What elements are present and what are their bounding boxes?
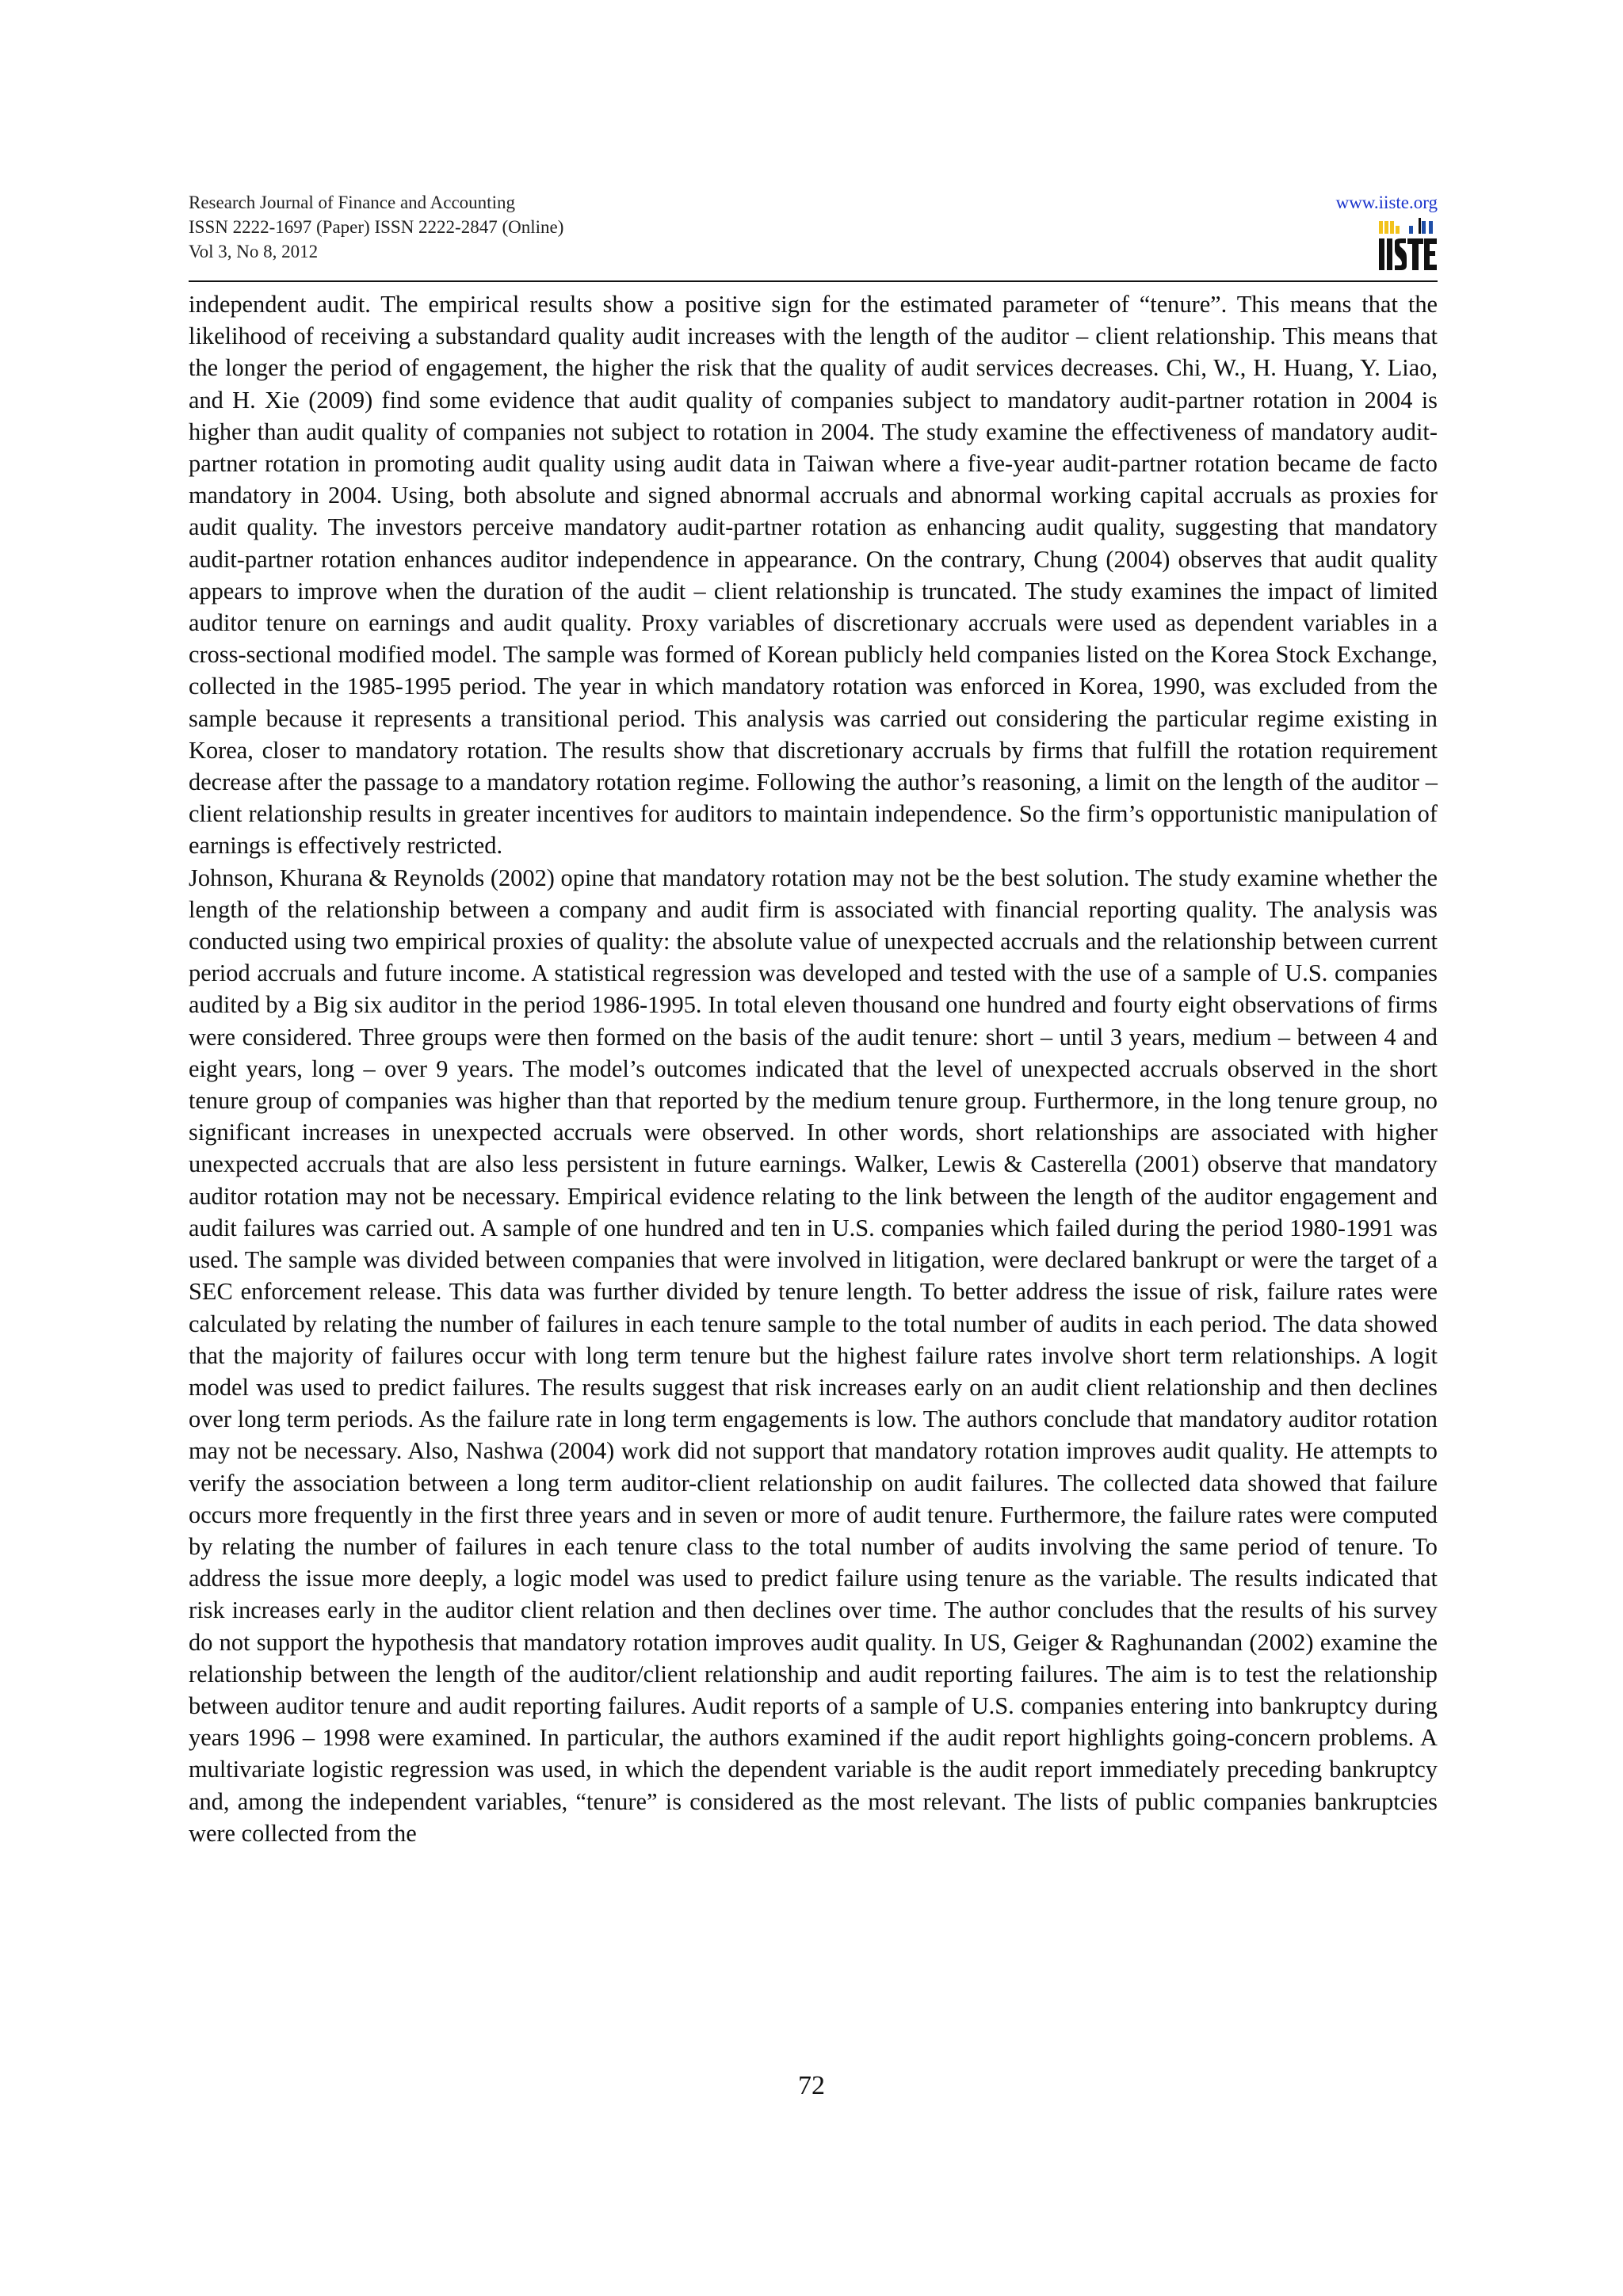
journal-title: Research Journal of Finance and Accounting xyxy=(189,193,515,212)
journal-issn: ISSN 2222-1697 (Paper) ISSN 2222-2847 (Online) xyxy=(189,217,564,237)
body-paragraph: Johnson, Khurana & Reynolds (2002) opine that mandatory rotation may not be the best solution. The study examine whether the length of the relationship between a company and audit firm is associated with financial reporting quality. The analysis was conducted using two empirical proxies of quality: the absolute value of unexpected accruals and the relationship between current period accruals and future income. A statistical regression was developed and tested with the use of a sample of U.S. companies audited by a Big six auditor in the period 1986-1995. In total eleven thousand one hundred and fourty eight observations of firms were considered. Three groups were then formed on the basis of the audit tenure: short – until 3 years, medium – between 4 and eight years, long – over 9 years. The model’s outcomes indicated that the level of unexpected accruals observed in the short tenure group of companies was higher than that reported by the medium tenure group. Furthermore, in the long tenure group, no significant increases in unexpected accruals were observed. In other words, short relationships are associated with higher unexpected accruals that are also less persistent in future earnings. Walker, Lewis & Casterella (2001) observe that mandatory auditor rotation may not be necessary. Empirical evidence relating to the link between the length of the auditor engagement and audit failures was carried out. A sample of one hundred and ten in U.S. companies which failed during the period 1980-1991 was used. The sample was divided between companies that were involved in litigation, were declared bankrupt or were the target of a SEC enforcement release. This data was further divided by tenure length. To better address the issue of risk, failure rates were calculated by relating the number of failures in each tenure sample to the total number of audits in each period. The data showed that the majority of failures occur with long term tenure but the highest failure rates involve short term relationships. A logit model was used to predict failures. The results suggest that risk increases early on an audit client relationship and then declines over long term periods. As the failure rate in long term engagements is low. The authors conclude that mandatory auditor rotation may not be necessary. Also, Nashwa (2004) work did not support that mandatory rotation improves audit quality. He attempts to verify the association between a long term auditor-client relationship on audit failures. The collected data showed that failure occurs more frequently in the first three years and in seven or more of audit tenure. Furthermore, the failure rates were computed by relating the number of failures in each tenure class to the total number of audits involving the same period of tenure. To address the issue more deeply, a logic model was used to predict failure using tenure as the variable. The results indicated that risk increases early in the auditor client relation and then declines over time. The author concludes that the results of his survey do not support the hypothesis that mandatory rotation improves audit quality. In US, Geiger & Raghunandan (2002) examine the relationship between the length of the auditor/client relationship and audit reporting failures. The aim is to test the relationship between auditor tenure and audit reporting failures. Audit reports of a sample of U.S. companies entering into bankruptcy during years 1996 – 1998 were examined. In particular, the authors examined if the audit report highlights going-concern problems. A multivariate logistic regression was used, in which the dependent variable is the audit report immediately preceding bankruptcy and, among the independent variables, “tenure” is considered as the most relevant. The lists of public companies bankruptcies were collected from the xyxy=(189,864,1438,1847)
website-link[interactable]: www.iiste.org xyxy=(1335,193,1438,212)
article-body xyxy=(189,288,1438,1849)
page-header xyxy=(189,190,1438,277)
iiste-logo-icon xyxy=(1377,218,1438,273)
publisher-block xyxy=(1336,190,1438,277)
page-number: 72 xyxy=(798,2071,825,2100)
header-divider xyxy=(189,280,1438,282)
journal-info xyxy=(189,190,563,264)
journal-volume: Vol 3, No 8, 2012 xyxy=(189,242,319,261)
body-paragraph: independent audit. The empirical results show a positive sign for the estimated parameter of “tenure”. This means that the likelihood of receiving a substandard quality audit increases with the length of the auditor – client relationship. This means that the longer the period of engagement, the higher the risk that the quality of audit services decreases. Chi, W., H. Huang, Y. Liao, and H. Xie (2009) find some evidence that audit quality of companies subject to mandatory audit-partner rotation in 2004 is higher than audit quality of companies not subject to rotation in 2004. The study examine the effectiveness of mandatory audit-partner rotation in promoting audit quality using audit data in Taiwan where a five-year audit-partner rotation became de facto mandatory in 2004. Using, both absolute and signed abnormal accruals and abnormal working capital accruals as proxies for audit quality. The investors perceive mandatory audit-partner rotation as enhancing audit quality, suggesting that mandatory audit-partner rotation enhances auditor independence in appearance. On the contrary, Chung (2004) observes that audit quality appears to improve when the duration of the audit – client relationship is truncated. The study examines the impact of limited auditor tenure on earnings and audit quality. Proxy variables of discretionary accruals were used as dependent variables in a cross-sectional modified model. The sample was formed of Korean publicly held companies listed on the Korea Stock Exchange, collected in the 1985-1995 period. The year in which mandatory rotation was enforced in Korea, 1990, was excluded from the sample because it represents a transitional period. This analysis was carried out considering the particular regime existing in Korea, closer to mandatory rotation. The results show that discretionary accruals by firms that fulfill the rotation requirement decrease after the passage to a mandatory rotation regime. Following the author’s reasoning, a limit on the length of the auditor – client relationship results in greater incentives for auditors to maintain independence. So the firm’s opportunistic manipulation of earnings is effectively restricted. xyxy=(189,291,1438,860)
